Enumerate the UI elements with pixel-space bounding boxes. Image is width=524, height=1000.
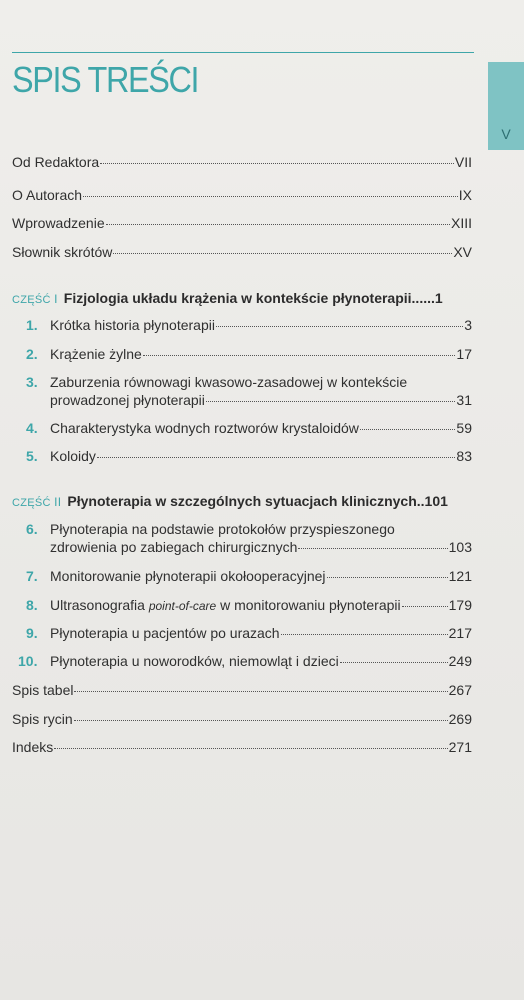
- toc-chapter[interactable]: Monitorowanie płynoterapii okołooperacyjnej 121: [50, 568, 472, 584]
- chapter-number: 10.: [18, 653, 38, 669]
- toc-chapter[interactable]: Płynoterapia u noworodków, niemowląt i dzieci 249: [50, 653, 472, 669]
- leader-dots: [113, 253, 452, 254]
- leader-dots: [402, 606, 448, 607]
- leader-dots: [298, 548, 447, 549]
- toc-entry-spis-rycin[interactable]: Spis rycin 269: [12, 711, 472, 727]
- leader-dots: [100, 163, 454, 164]
- toc-part-1[interactable]: [12, 289, 472, 309]
- side-tab: [488, 62, 524, 150]
- chapter-number: 5.: [26, 448, 38, 464]
- leader-dots: [74, 691, 447, 692]
- leader-dots: ..: [416, 493, 425, 509]
- leader-dots: [327, 577, 448, 578]
- toc-chapter-line2[interactable]: prowadzonej płynoterapii 31: [50, 392, 472, 408]
- leader-dots: [206, 401, 456, 402]
- part-page: 101: [424, 493, 448, 509]
- part-title: Fizjologia układu krążenia w kontekście płynoterapii: [63, 290, 412, 306]
- toc-chapter[interactable]: Ultrasonografia point-of-care w monitorowaniu płynoterapii 179: [50, 597, 472, 613]
- leader-dots: [340, 662, 448, 663]
- leader-dots: [54, 748, 447, 749]
- chapter-number: 6.: [26, 521, 38, 537]
- leader-dots: [106, 224, 450, 225]
- chapter-number: 7.: [26, 568, 38, 584]
- toc-chapter-line1[interactable]: Płynoterapia na podstawie protokołów przyspieszonego: [50, 521, 395, 537]
- toc-chapter[interactable]: Krótka historia płynoterapii 3: [50, 317, 472, 333]
- toc-part-2[interactable]: [12, 492, 472, 512]
- toc-chapter-line1[interactable]: Zaburzenia równowagi kwasowo-zasadowej w kontekście: [50, 374, 408, 390]
- chapter-number: 2.: [26, 346, 38, 362]
- part-page: 1: [434, 290, 443, 306]
- chapter-number: 8.: [26, 597, 38, 613]
- leader-dots: ......: [411, 290, 435, 306]
- leader-dots: [74, 720, 448, 721]
- toc-chapter-line2[interactable]: zdrowienia po zabiegach chirurgicznych 103: [50, 539, 472, 555]
- toc-chapter[interactable]: Płynoterapia u pacjentów po urazach 217: [50, 625, 472, 641]
- toc-chapter[interactable]: Koloidy 83: [50, 448, 472, 464]
- leader-dots: [360, 429, 456, 430]
- leader-dots: [216, 326, 463, 327]
- toc-chapter[interactable]: Krążenie żylne 17: [50, 346, 472, 362]
- page-title: SPIS TREŚCI: [12, 59, 199, 100]
- leader-dots: [97, 457, 456, 458]
- leader-dots: [143, 355, 456, 356]
- toc-chapter[interactable]: Charakterystyka wodnych roztworów krystaloidów 59: [50, 420, 472, 436]
- toc-entry-o-autorach[interactable]: O Autorach IX: [12, 187, 472, 203]
- toc-entry-slownik-skrotow[interactable]: Słownik skrótów XV: [12, 244, 472, 260]
- part-title: Płynoterapia w szczególnych sytuacjach klinicznych: [67, 493, 417, 509]
- toc-entry-indeks[interactable]: Indeks 271: [12, 739, 472, 755]
- toc-entry-wprowadzenie[interactable]: Wprowadzenie XIII: [12, 215, 472, 231]
- chapter-number: 9.: [26, 625, 38, 641]
- leader-dots: [83, 196, 458, 197]
- chapter-number: 4.: [26, 420, 38, 436]
- chapter-number: 3.: [26, 374, 38, 390]
- part-tag: CZĘŚĆ I: [12, 292, 58, 306]
- toc-entry-od-redaktora[interactable]: Od Redaktora VII: [12, 154, 472, 170]
- part-tag: CZĘŚĆ II: [12, 495, 62, 509]
- title-rule: [12, 52, 474, 53]
- chapter-number: 1.: [26, 317, 38, 333]
- italic-term: point-of-care: [148, 599, 217, 613]
- toc-entry-spis-tabel[interactable]: Spis tabel 267: [12, 682, 472, 698]
- side-tab-label: V: [501, 126, 511, 142]
- leader-dots: [281, 634, 448, 635]
